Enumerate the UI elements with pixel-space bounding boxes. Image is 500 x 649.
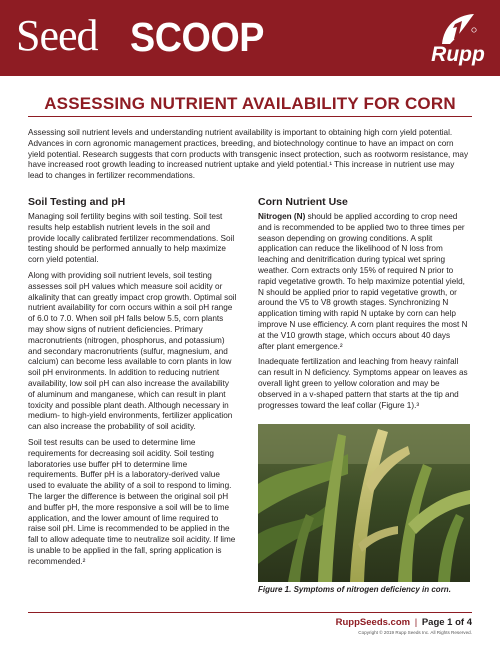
website-link[interactable]: RuppSeeds.com (335, 617, 411, 628)
footer-divider (28, 612, 472, 613)
figure-1-corn-photo (258, 424, 470, 582)
page-number: Page 1 of 4 (421, 617, 472, 628)
left-column (28, 196, 238, 573)
nutrient-use-paragraph-1-text: should be applied according to crop need and is recommended to be applied two to three times per season depending on growing conditions. A split application can reduce the likelihood of N loss from leaching and denitrification during typical wet spring weather. Corn extracts only 15% of required N prior to rapid vegetative growth. To help maximize potential yield, N should be applied prior to rapid vegetative growth, or around the V5 to V8 growth stages. Synchronizing N application timing with rapid N uptake by corn can help improve N use efficiency. A corn plant requires the most N at the V10 growth stage, which occurs about 40 days after plant emergence.² (258, 212, 468, 351)
corn-nitrogen-deficiency-image (258, 424, 470, 582)
figure-1-caption: Figure 1. Symptoms of nitrogen deficiency in corn. (258, 585, 451, 594)
brand-scoop-text: SCOOP (130, 14, 264, 60)
nutrient-use-paragraph-2: Inadequate fertilization and leaching from heavy rainfall can result in N deficiency. Symptoms appear on leaves as overall light green to yellow coloration and may be observed in a v-shaped pattern that starts at the tip and progresses toward the leaf collar (Figure 1).³ (258, 357, 468, 410)
section-heading-nutrient-use: Corn Nutrient Use (258, 196, 348, 208)
right-column (258, 196, 468, 416)
rupp-logo (428, 12, 484, 70)
footer (250, 617, 472, 628)
soil-testing-paragraph-2: Along with providing soil nutrient levels, soil testing assesses soil pH values which measure soil acidity or alkalinity that can greatly impact crop growth. Optimal soil nutrient availability for corn occurs within a soil pH range of 6.0 to 7.0. When soil pH falls below 5.5, corn plants may show signs of nutrient deficiencies. Primary macronutrients (nitrogen, phosphorus, and potassium) and secondary macronutrients (sulfur, magnesium, and calcium) can become less available to corn plants in low soil pH environments. In addition to reducing nutrient availability, low soil pH can also increase the availability of aluminum and manganese, which can result in plant toxicity and possible plant death. Although necessary in medium- to high-yield environments, fertilizer application can also increase the probability of soil acidity. (28, 270, 237, 432)
intro-paragraph: Assessing soil nutrient levels and understanding nutrient availability is important to obtaining high corn yield potential. Advances in corn agronomic management practices, breeding, and biotechnology continue to have an impact on corn yield potential. Research suggests that corn products with transgenic insect protection, such as rootworm resistance, may have increased root growth leading to increased nutrient uptake and yield potential.¹ This increase in nutrient use may lead to changes in fertilizer recommendations. (28, 128, 469, 181)
brand-seed-text: Seed (16, 11, 98, 60)
section-heading-soil-testing: Soil Testing and pH (28, 196, 126, 208)
rupp-leaf-icon (438, 12, 478, 46)
title-divider (28, 116, 472, 117)
header-banner (0, 0, 500, 76)
rupp-logo-wordmark: Rupp (431, 43, 485, 66)
footer-separator: | (414, 617, 418, 628)
page-title: ASSESSING NUTRIENT AVAILABILITY FOR CORN (44, 94, 456, 113)
soil-testing-paragraph-3: Soil test results can be used to determine lime requirements for decreasing soil acidity. Soil testing laboratories use buffer pH to determine lime requirements. Buffer pH is a laboratory-derived value used to evaluate the ability of a soil to respond to liming. The larger the difference is between the original soil pH and buffer pH, the more responsive a soil will be to lime application, and the lower amount of lime required to raise soil pH. Lime is recommended to be applied in the fall to allow adequate time to neutralize soil acidity. If lime is unable to be applied in the fall, spring application is recommended.² (28, 437, 236, 566)
nutrient-use-paragraph-1 (258, 212, 468, 352)
copyright-notice: Copyright © 2019 Rupp Seeds Inc. All Rights Reserved. (358, 630, 472, 635)
soil-testing-paragraph-1: Managing soil fertility begins with soil testing. Soil test results help establish nutrient levels in the soil and provide locally calibrated fertilizer recommendations. Soil testing should be performed annually to help maximize corn yield potential. (28, 212, 235, 265)
nitrogen-lead-term: Nitrogen (N) (258, 212, 306, 221)
